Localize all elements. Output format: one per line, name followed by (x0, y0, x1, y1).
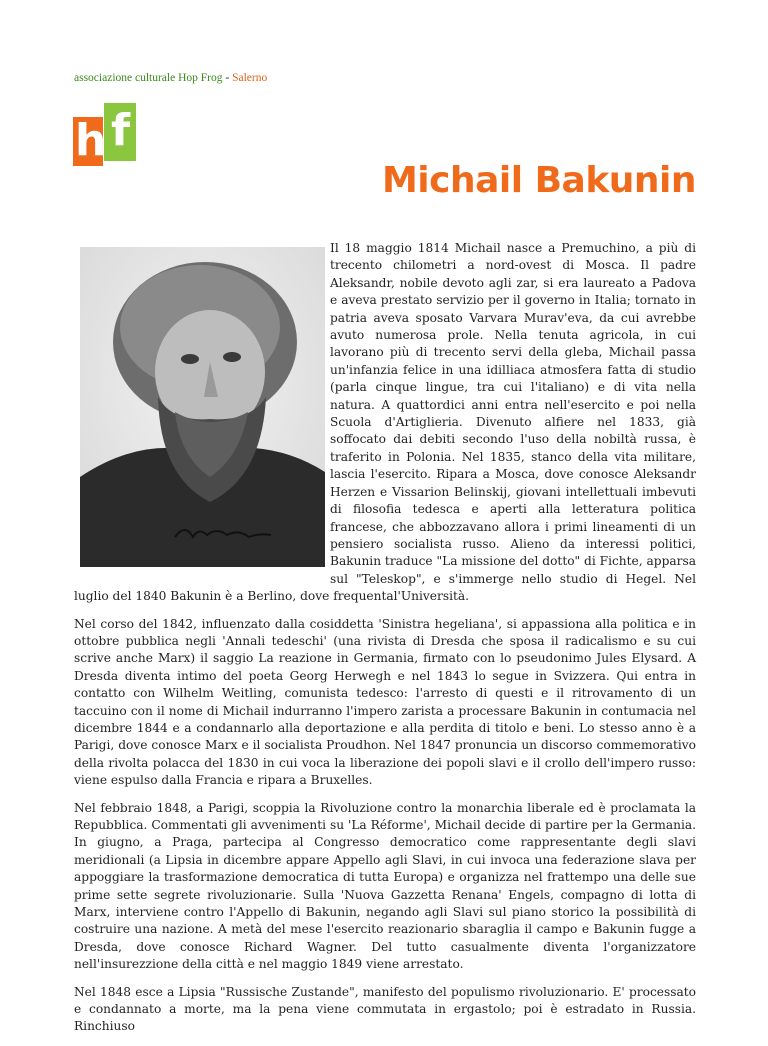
logo-letter-h: h (75, 115, 107, 166)
article-body (74, 240, 696, 1046)
portrait-spacer (74, 240, 330, 583)
paragraph-2: Nel corso del 1842, influenzato dalla cosiddetta 'Sinistra hegeliana', si appassiona alla politica e in ottobre pubblica negli 'Annali tedeschi' (una rivista di Dresda che sposa il radicalismo e su cui scrive anche Marx) il saggio La reazione in Germania, firmato con lo pseudonimo Jules Elysard. A Dresda diventa intimo del poeta Georg Herwegh e nel 1843 lo segue in Svizzera. Qui entra in contatto con Wilhelm Weitling, comunista tedesco: l'arresto di questi e il ritrovamento di un taccuino con il nome di Michail indurranno l'impero zarista a processare Bakunin in contumacia nel dicembre 1844 e a condannarlo alla deportazione e alla perdita di titolo e beni. Lo stesso anno è a Parigi, dove conosce Marx e il socialista Proudhon. Nel 1847 pronuncia un discorso commemorativo della rivolta polacca del 1830 in cui voca la liberazione dei popoli slavi e il crollo dell'impero russo: viene espulso dalla Francia e ripara a Bruxelles. (74, 616, 696, 788)
page-title: Michail Bakunin (381, 160, 696, 201)
logo-letter-f: f (111, 105, 131, 156)
header-line (74, 72, 267, 84)
paragraph-4: Nel 1848 esce a Lipsia "Russische Zustande", manifesto del populismo rivoluzionario. E' processato e condannato a morte, ma la pena viene commutata in ergastolo; poi è estradato in Russia. Rinchiuso (74, 984, 696, 1034)
hop-frog-logo (73, 103, 136, 166)
org-name: associazione culturale Hop Frog (74, 72, 223, 84)
paragraph-3: Nel febbraio 1848, a Parigi, scoppia la Rivoluzione contro la monarchia liberale ed è proclamata la Repubblica. Commentati gli avvenimenti su 'La Réforme', Michail decide di partire per la Germania. In giugno, a Praga, partecipa al Congresso democratico come rappresentante degli slavi meridionali (a Lipsia in dicembre appare Appello agli Slavi, in cui invoca una federazione slava per appoggiare la trasformazione democratica di tutta Europa) e organizza nel frattempo una delle sue prime sette segrete rivoluzionarie. Sulla 'Nuova Gazzetta Renana' Engels, compagno di lotta di Marx, interviene contro l'Appello di Bakunin, negando agli Slavi sul piano storico la possibilità di costruire una nazione. A metà del mese l'esercito reazionario sbaraglia il campo e Bakunin fugge a Dresda, dove conosce Richard Wagner. Del tutto casualmente diventa l'organizzatore nell'insurezzione della città e nel maggio 1849 viene arrestato. (74, 800, 696, 972)
header-separator: - (222, 72, 233, 84)
paragraph-1: Il 18 maggio 1814 Michail nasce a Premuchino, a più di trecento chilometri a nord-ovest di Mosca. Il padre Aleksandr, nobile devoto agli zar, si era laureato a Padova e aveva prestato servizio per il governo in Italia; tornato in patria aveva sposato Varvara Murav'eva, da cui avrebbe avuto numerosa prole. Nella tenuta agricola, in cui lavorano più di trecento servi della gleba, Michail passa un'infanzia felice in una idilliaca atmosfera fatta di studio (parla cinque lingue, tra cui l'italiano) e di vita nella natura. A quattordici anni entra nell'esercito e poi nella Scuola d'Artiglieria. Divenuto alfiere nel 1833, già soffocato dai debiti secondo l'uso della nobiltà russa, è traferito in Polonia. Nel 1835, stanco della vita militare, lascia l'esercito. Ripara a Mosca, dove conosce Aleksandr Herzen e Vissarion Belinskij, giovani intellettuali imbevuti di filosofia tedesca e aperti alla letteratura politica francese, che abbozzavano allora i primi lineamenti di un pensiero socialista russo. Alieno da interessi politici, Bakunin traduce "La missione del dotto" di Fichte, apparsa sul "Teleskop", e s'immerge nello studio di Hegel. Nel luglio del 1840 Bakunin è a Berlino, dove frequental'Università. (74, 241, 696, 604)
city-name: Salerno (232, 72, 268, 84)
